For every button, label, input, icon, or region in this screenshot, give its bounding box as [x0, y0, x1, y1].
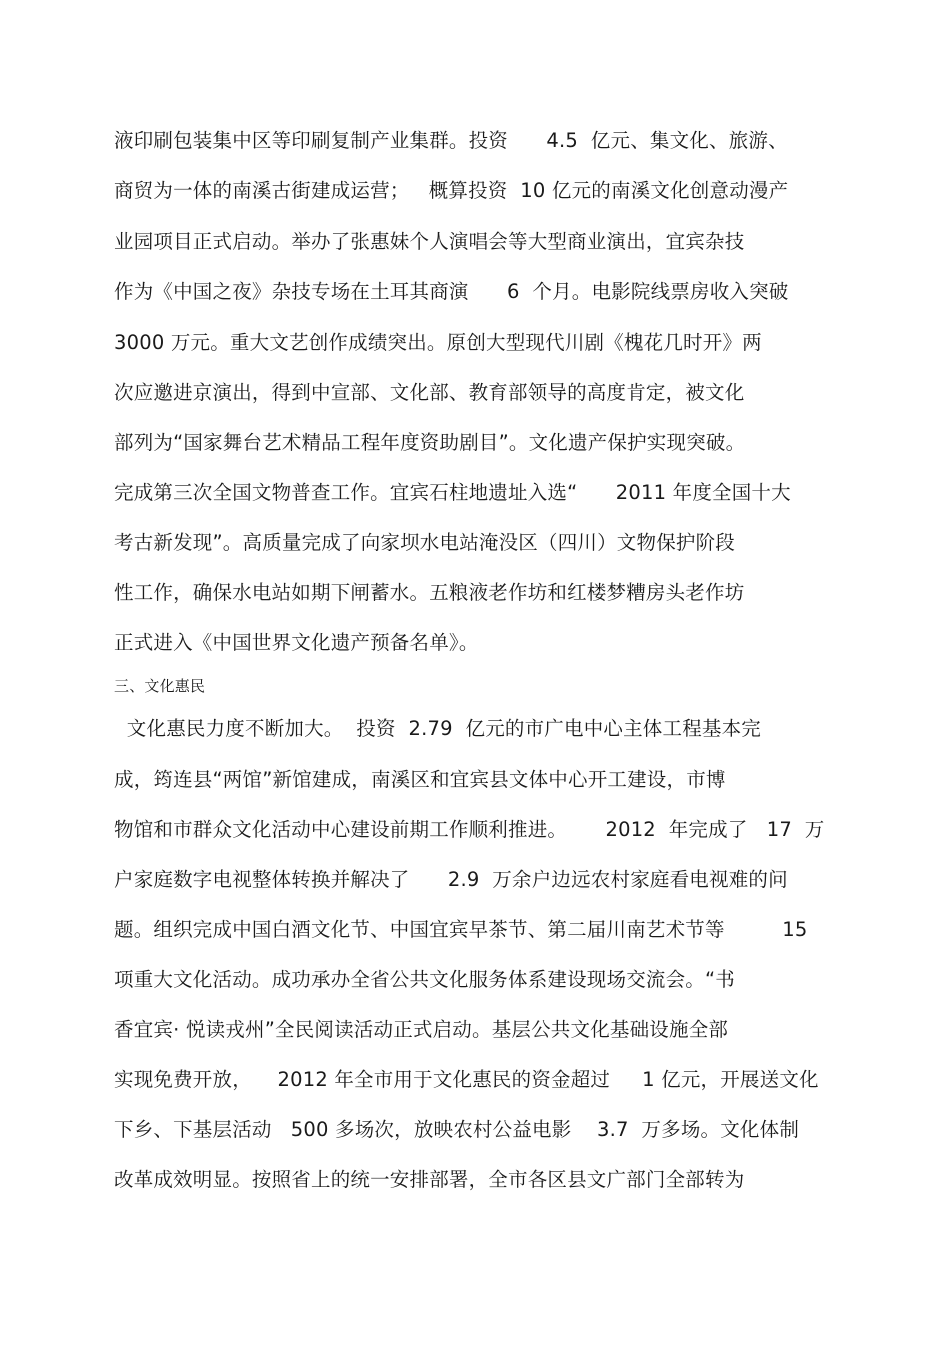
paragraph-line: 考古新发现”。高质量完成了向家坝水电站淹没区（四川）文物保护阶段 — [114, 531, 736, 554]
section-heading: 三、文化惠民 — [114, 677, 206, 695]
paragraph-line: 实现免费开放， 2012 年全市用于文化惠民的资金超过 1 亿元，开展送文化 — [114, 1068, 819, 1091]
paragraph-line: 项重大文化活动。成功承办全省公共文化服务体系建设现场交流会。“书 — [114, 968, 736, 991]
paragraph-line: 户家庭数字电视整体转换并解决了 2.9 万余户边远农村家庭看电视难的问 — [114, 868, 788, 891]
paragraph-line: 完成第三次全国文物普查工作。宜宾石柱地遗址入选“ 2011 年度全国十大 — [114, 481, 791, 504]
paragraph-line: 文化惠民力度不断加大。 投资 2.79 亿元的市广电中心主体工程基本完 — [114, 717, 762, 740]
paragraph-line: 题。组织完成中国白酒文化节、中国宜宾早茶节、第二届川南艺术节等 15 — [114, 918, 808, 941]
paragraph-line: 业园项目正式启动。举办了张惠妹个人演唱会等大型商业演出，宜宾杂技 — [114, 230, 745, 253]
paragraph-line: 性工作，确保水电站如期下闸蓄水。五粮液老作坊和红楼梦糟房头老作坊 — [114, 581, 745, 604]
paragraph-line: 物馆和市群众文化活动中心建设前期工作顺利推进。 2012 年完成了 17 万 — [114, 818, 825, 841]
paragraph-line: 3000 万元。重大文艺创作成绩突出。原创大型现代川剧《槐花几时开》两 — [114, 331, 762, 354]
paragraph-line: 改革成效明显。按照省上的统一安排部署，全市各区县文广部门全部转为 — [114, 1168, 745, 1191]
paragraph-line: 液印刷包装集中区等印刷复制产业集群。投资 4.5 亿元、集文化、旅游、 — [114, 129, 788, 152]
paragraph-line: 成，筠连县“两馆”新馆建成，南溪区和宜宾县文体中心开工建设，市博 — [114, 768, 726, 791]
paragraph-line: 香宜宾· 悦读戎州”全民阅读活动正式启动。基层公共文化基础设施全部 — [114, 1018, 729, 1041]
paragraph-line: 商贸为一体的南溪古街建成运营； 概算投资 10 亿元的南溪文化创意动漫产 — [114, 179, 789, 202]
paragraph-line: 作为《中国之夜》杂技专场在土耳其商演 6 个月。电影院线票房收入突破 — [114, 280, 789, 303]
paragraph-line: 部列为“国家舞台艺术精品工程年度资助剧目”。文化遗产保护实现突破。 — [114, 431, 746, 454]
paragraph-line: 下乡、下基层活动 500 多场次，放映农村公益电影 3.7 万多场。文化体制 — [114, 1118, 800, 1141]
paragraph-line: 次应邀进京演出，得到中宣部、文化部、教育部领导的高度肯定，被文化 — [114, 381, 745, 404]
paragraph-line: 正式进入《中国世界文化遗产预备名单》。 — [114, 631, 479, 654]
